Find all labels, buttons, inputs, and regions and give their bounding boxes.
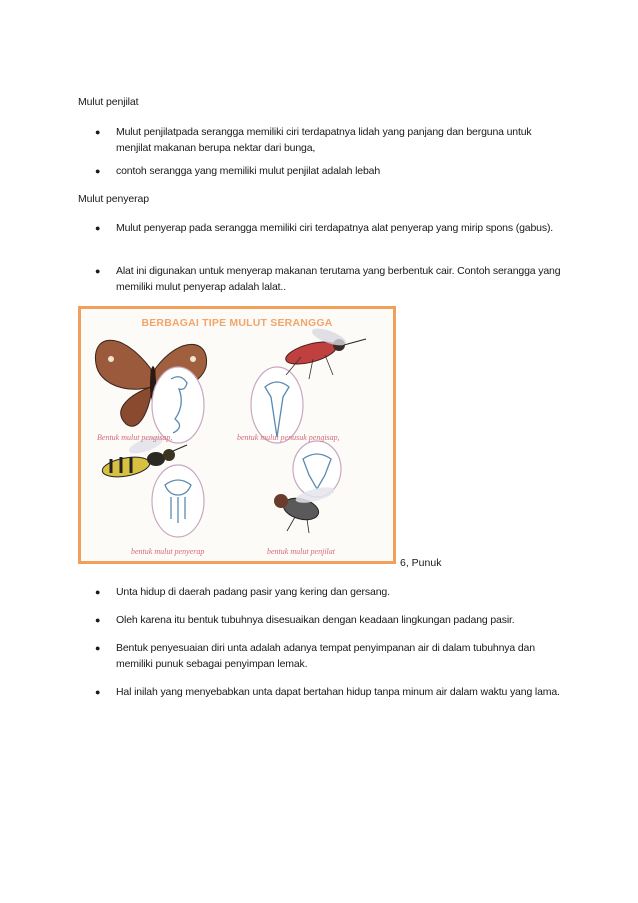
section-label-punuk: 6, Punuk [400, 557, 442, 569]
bullet-icon: ● [95, 223, 101, 233]
bullet-icon: ● [95, 643, 101, 653]
bullet-icon: ● [95, 127, 101, 137]
bullet-icon: ● [95, 587, 101, 597]
list-item [95, 640, 565, 672]
list-item [95, 684, 565, 716]
insect-mouthparts-figure [78, 306, 396, 564]
list-item [95, 163, 565, 179]
figure-caption-penusuk-pengisap: bentuk mulut penusuk pengisap, [237, 433, 340, 442]
figure-caption-penyerap: bentuk mulut penyerap [131, 547, 205, 556]
list-item [95, 124, 565, 156]
bullet-icon: ● [95, 166, 101, 176]
mosquito-icon [284, 325, 366, 379]
list-item-text: Alat ini digunakan untuk menyerap makanan terutama yang berbentuk cair. Contoh serangga yang memiliki mulut penyerap adalah lalat.. [116, 265, 561, 293]
list-item [95, 220, 565, 252]
heading-mulut-penyerap: Mulut penyerap [78, 193, 149, 205]
list-item-text: Mulut penyerap pada serangga memiliki ciri terdapatnya alat penyerap yang mirip spons (gabus). [116, 222, 554, 234]
list-item-text: Unta hidup di daerah padang pasir yang kering dan gersang. [116, 586, 390, 598]
mouthpart-oval-1 [152, 367, 204, 443]
figure-title: BERBAGAI TIPE MULUT SERANGGA [141, 317, 333, 329]
list-item-text: Mulut penjilatpada serangga memiliki ciri terdapatnya lidah yang panjang dan berguna untuk menjilat makanan berupa nektar dari bunga, [116, 126, 532, 154]
bullet-icon: ● [95, 615, 101, 625]
bullet-icon: ● [95, 266, 101, 276]
list-item [95, 612, 565, 628]
bullet-icon: ● [95, 687, 101, 697]
list-item [95, 263, 565, 295]
list-item-text: Oleh karena itu bentuk tubuhnya disesuaikan dengan keadaan lingkungan padang pasir. [116, 614, 515, 626]
heading-mulut-penjilat: Mulut penjilat [78, 96, 139, 108]
mouthpart-oval-2 [251, 367, 303, 443]
list-item-text: Bentuk penyesuaian diri unta adalah adanya tempat penyimpanan air di dalam tubuhnya dan memiliki punuk sebagai penyimpan lemak. [116, 642, 535, 670]
list-item-text: contoh serangga yang memiliki mulut penjilat adalah lebah [116, 165, 381, 177]
figure-caption-pengisap: Bentuk mulut pengisap, [97, 433, 173, 442]
list-item-text: Hal inilah yang menyebabkan unta dapat bertahan hidup tanpa minum air dalam waktu yang lama. [116, 686, 560, 698]
list-item [95, 584, 565, 600]
figure-caption-penjilat: bentuk mulut penjilat [267, 547, 335, 556]
